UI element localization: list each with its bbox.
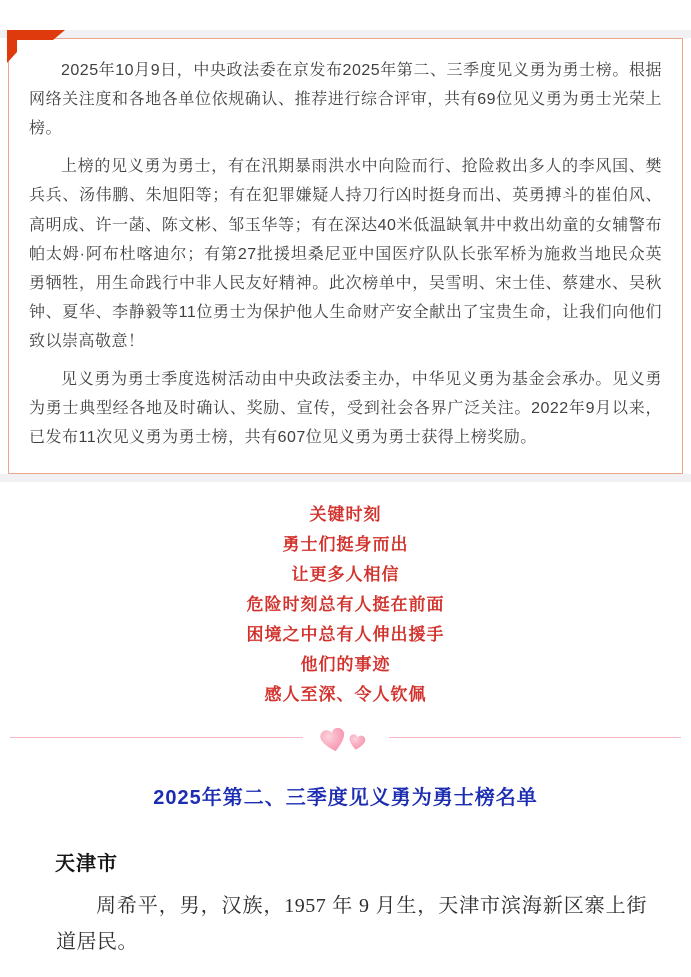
region-heading-tianjin: 天津市 <box>55 853 118 876</box>
poem-line-2: 勇士们挺身而出 <box>282 535 409 555</box>
hearts-icon <box>303 724 389 754</box>
section-gap-top <box>0 30 691 38</box>
announcement-paragraph-2: 上榜的见义勇为勇士，有在汛期暴雨洪水中向险而行、抢险救出多人的李风国、樊兵兵、汤伟鹏、朱旭阳等；有在犯罪嫌疑人持刀行凶时挺身而出、英勇搏斗的崔伯风、高明成、许一菡、陈文彬、邹玉华等；有在深达40米低温缺氧井中救出幼童的女辅警布帕太姆·阿布杜喀迪尔；有第27批援坦桑尼亚中国医疗队队长张军桥为施救当地民众英勇牺牲，用生命践行中非人民友好精神。此次榜单中，吴雪明、宋士佳、蔡建水、吴秋钟、夏华、李静毅等11位勇士为保护他人生命财产安全献出了宝贵生命，让我们向他们致以崇高敬意！ <box>29 158 662 350</box>
poem-line-1: 关键时刻 <box>309 505 382 525</box>
announcement-box <box>8 38 683 474</box>
poem-block <box>0 500 691 710</box>
section-gap-bottom <box>0 474 691 482</box>
hearts-svg <box>317 724 375 754</box>
poem-line-6: 他们的事迹 <box>300 655 391 675</box>
poem-line-7: 感人至深、令人钦佩 <box>264 685 427 705</box>
list-section-title: 2025年第二、三季度见义勇为勇士榜名单 <box>153 787 538 810</box>
hero-entry-zhouxiping: 周希平，男，汉族，1957 年 9 月生，天津市滨海新区寨上街道居民。 <box>56 895 647 954</box>
announcement-paragraph-1: 2025年10月9日，中央政法委在京发布2025年第二、三季度见义勇为勇士榜。根据网络关注度和各地各单位依规确认、推荐进行综合评审，共有69位见义勇为勇士光荣上榜。 <box>29 62 662 138</box>
top-whitespace <box>0 0 691 30</box>
poem-line-3: 让更多人相信 <box>291 565 400 585</box>
poem-line-4: 危险时刻总有人挺在前面 <box>246 595 445 615</box>
announcement-paragraph-3: 见义勇为勇士季度选树活动由中央政法委主办，中华见义勇为基金会承办。见义勇为勇士典型经各地及时确认、奖励、宣传，受到社会各界广泛关注。2022年9月以来，已发布11次见义勇为勇士榜，共有607位见义勇为勇士获得上榜奖励。 <box>29 371 662 447</box>
hearts-divider <box>0 722 691 754</box>
poem-line-5: 困境之中总有人伸出援手 <box>246 625 445 645</box>
